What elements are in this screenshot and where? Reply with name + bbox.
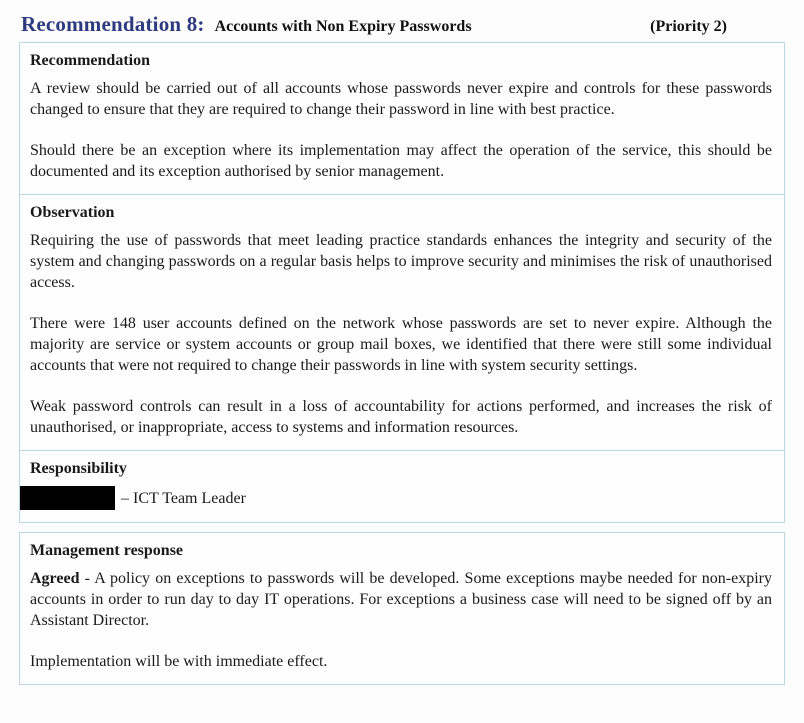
- management-response-closing: Implementation will be with immediate effect.: [30, 653, 328, 670]
- responsibility-holder-title: – ICT Team Leader: [121, 489, 246, 507]
- priority-badge: (Priority 2): [650, 18, 727, 35]
- recommendation-number-title: Recommendation 8:: [21, 12, 205, 36]
- agreed-label: Agreed: [30, 570, 80, 587]
- section-management-response: [20, 533, 784, 684]
- recommendation-subtitle: Accounts with Non Expiry Passwords: [214, 18, 472, 35]
- section-heading-observation: Observation: [30, 204, 115, 221]
- observation-paragraph: Weak password controls can result in a loss of accountability for actions performed, and increases the risk of unauthorised, or inappropriate, access to systems and information resources.: [30, 398, 772, 436]
- redacted-name-block: [20, 486, 115, 510]
- recommendation-paragraph: Should there be an exception where its implementation may affect the operation of the service, this should be documented and its exception authorised by senior management.: [30, 142, 772, 180]
- management-response-paragraph: [30, 568, 772, 631]
- recommendation-table: [19, 42, 785, 523]
- agreed-text: - A policy on exceptions to passwords will be developed. Some exceptions maybe needed for non-expiry accounts in order to run day to day IT operations. For exceptions a business case will need to be signed off by an Assistant Director.: [30, 570, 772, 629]
- section-heading-responsibility: Responsibility: [30, 460, 127, 477]
- observation-paragraph: Requiring the use of passwords that meet leading practice standards enhances the integrity and security of the system and changing passwords on a regular basis helps to improve security and minimises the risk of unauthorised access.: [30, 232, 772, 291]
- section-responsibility: [20, 450, 784, 522]
- section-recommendation: [20, 43, 784, 194]
- management-response-table: [19, 532, 785, 685]
- recommendation-title-row: [21, 12, 785, 37]
- section-observation: [20, 194, 784, 450]
- responsibility-holder-row: [30, 486, 772, 510]
- section-heading-management-response: Management response: [30, 542, 184, 559]
- recommendation-paragraph: A review should be carried out of all accounts whose passwords never expire and controls for these passwords changed to ensure that they are required to change their password in line with best practice.: [30, 80, 772, 118]
- observation-paragraph: There were 148 user accounts defined on the network whose passwords are set to never expire. Although the majority are service or system accounts or group mail boxes, we identified that there were still some individual accounts that were not required to change their passwords in line with system security settings.: [30, 315, 772, 374]
- section-heading-recommendation: Recommendation: [30, 52, 150, 69]
